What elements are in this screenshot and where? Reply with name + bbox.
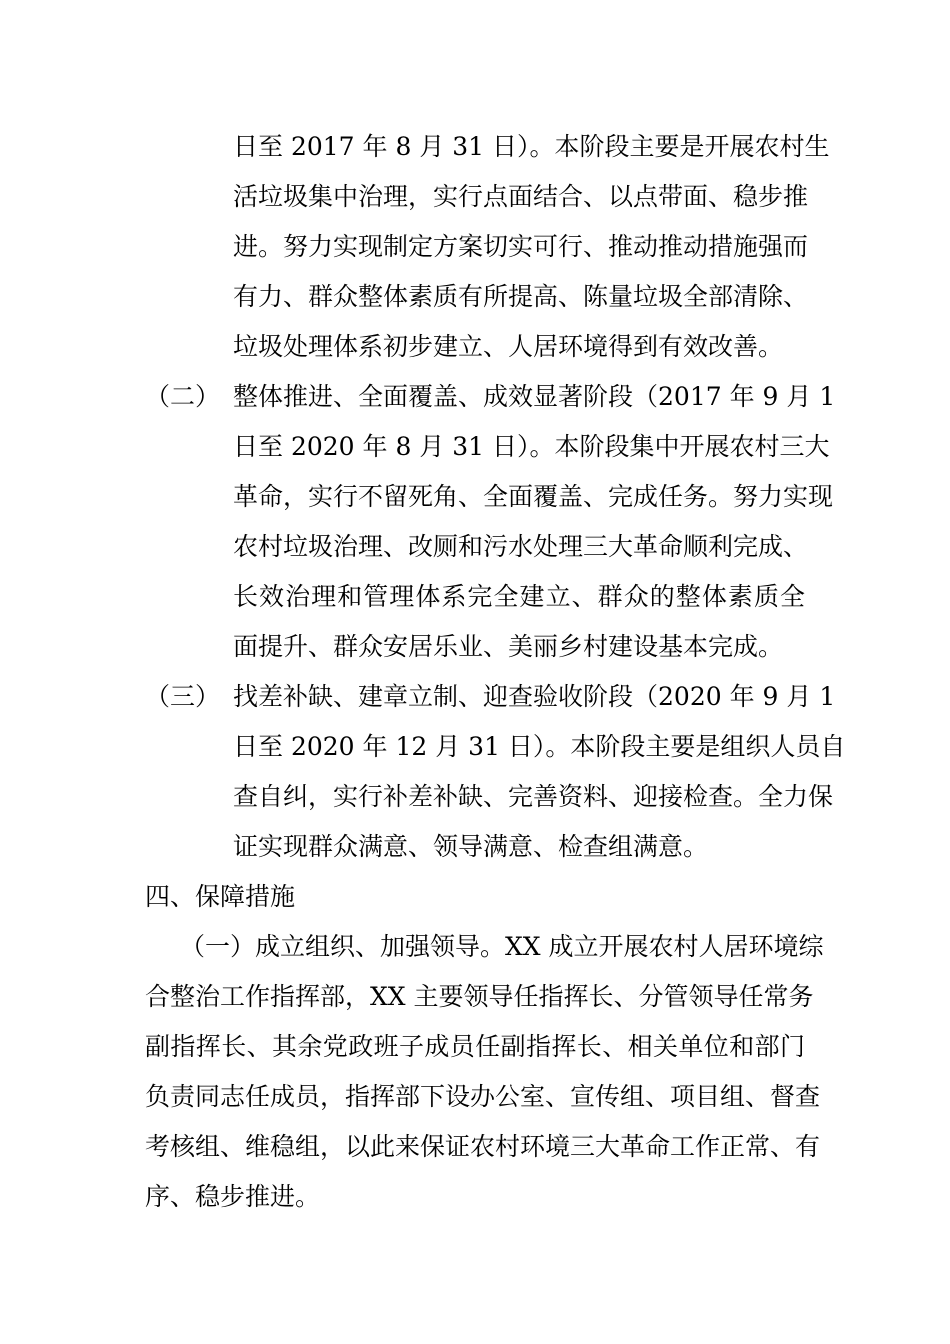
section-heading: 四、保障措施 [145, 882, 296, 911]
paragraph-line: 活垃圾集中治理，实行点面结合、以点带面、稳步推 [233, 182, 809, 211]
list-marker: （三） [145, 682, 221, 711]
paragraph-line: 副指挥长、其余党政班子成员任副指挥长、相关单位和部门 [145, 1032, 805, 1061]
paragraph-line: 整体推进、全面覆盖、成效显著阶段（2017 年 9 月 1 [233, 382, 836, 411]
paragraph-line: 有力、群众整体素质有所提高、陈量垃圾全部清除、 [233, 282, 809, 311]
paragraph-line: 日至 2020 年 8 月 31 日）。本阶段集中开展农村三大 [233, 432, 830, 461]
paragraph-line: 负责同志任成员，指挥部下设办公室、宣传组、项目组、督查 [145, 1082, 821, 1111]
paragraph-line: 证实现群众满意、领导满意、检查组满意。 [233, 832, 709, 861]
paragraph-line: 日至 2017 年 8 月 31 日）。本阶段主要是开展农村生 [233, 132, 830, 161]
paragraph-line: 垃圾处理体系初步建立、人居环境得到有效改善。 [233, 332, 784, 361]
paragraph-line: 合整治工作指挥部，XX 主要领导任指挥长、分管领导任常务 [145, 982, 814, 1011]
paragraph-line: 日至 2020 年 12 月 31 日）。本阶段主要是组织人员自 [233, 732, 846, 761]
paragraph-line: 找差补缺、建章立制、迎查验收阶段（2020 年 9 月 1 [233, 682, 836, 711]
paragraph-line: 农村垃圾治理、改厕和污水处理三大革命顺利完成、 [233, 532, 809, 561]
paragraph-line: 序、稳步推进。 [145, 1182, 321, 1211]
paragraph-line: 面提升、群众安居乐业、美丽乡村建设基本完成。 [233, 632, 784, 661]
list-marker: （二） [145, 382, 221, 411]
paragraph-line: 革命，实行不留死角、全面覆盖、完成任务。努力实现 [233, 482, 834, 511]
paragraph-line: 进。努力实现制定方案切实可行、推动推动措施强而 [233, 232, 809, 261]
paragraph-line: 查自纠，实行补差补缺、完善资料、迎接检查。全力保 [233, 782, 834, 811]
paragraph-line: 长效治理和管理体系完全建立、群众的整体素质全 [233, 582, 805, 611]
paragraph-line: 考核组、维稳组，以此来保证农村环境三大革命工作正常、有 [145, 1132, 821, 1161]
paragraph-line: （一）成立组织、加强领导。XX 成立开展农村人居环境综 [180, 932, 824, 961]
